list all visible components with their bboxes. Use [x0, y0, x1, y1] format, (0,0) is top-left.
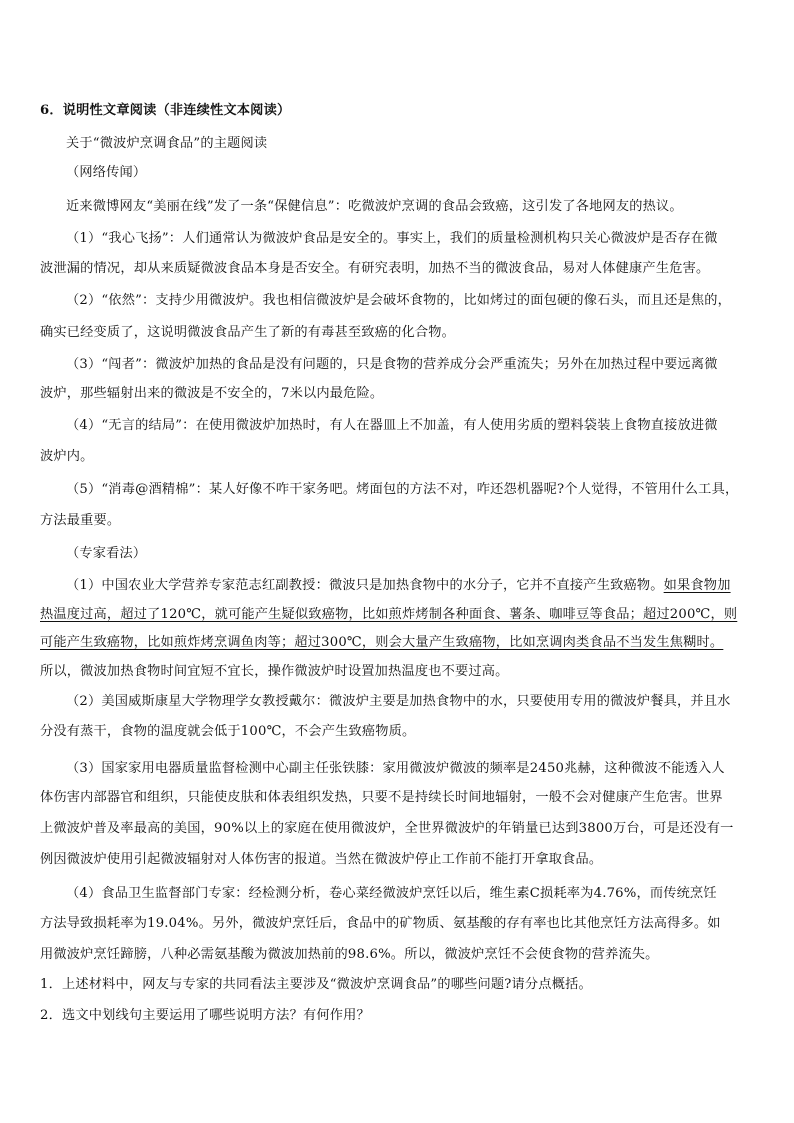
network-heading: （网络传闻）: [66, 165, 147, 180]
expert-1-line4: 所以，微波加热食物时间宜短不宜长，操作微波炉时设置加热温度也不要过高。: [40, 664, 509, 679]
expert-1-line1: [66, 575, 766, 597]
question-1: 1．上述材料中，网友与专家的共同看法主要涉及“微波炉烹调食品”的哪些问题?请分点概括。: [40, 977, 592, 992]
network-p3-line2: 波炉，那些辐射出来的微波是不安全的，7米以内最危险。: [40, 386, 384, 401]
expert-2-line1: （2）美国威斯康星大学物理学女教授戴尔：微波炉主要是加热食物中的水，只要使用专用的微波炉餐具，并且水: [66, 694, 731, 709]
network-intro: 近来微博网友“美丽在线”发了一条“保健信息”：吃微波炉烹调的食品会致癌，这引发了各地网友的热议。: [66, 199, 683, 214]
expert-1-line1-plain: （1）中国农业大学营养专家范志红副教授：微波只是加热食物中的水分子，它并不直接产生致癌物。: [66, 578, 664, 593]
underlined-sentence-start: 如果食物加: [663, 578, 731, 593]
underlined-sentence-line3: 可能产生致癌物，比如煎炸烤烹调鱼肉等；超过300℃，则会大量产生致癌物，比如烹调肉类食品不当发生焦糊时。: [40, 635, 724, 650]
expert-3-line3: 上微波炉普及率最高的美国，90%以上的家庭在使用微波炉，全世界微波炉的年销量已达到3800万台，可是还没有一: [40, 821, 734, 836]
expert-4-line2: 方法导致损耗率为19.04%。另外，微波炉烹饪后，食品中的矿物质、氨基酸的存有率也比其他烹饪方法高得多。如: [40, 916, 721, 931]
expert-4-line1: （4）食品卫生监督部门专家：经检测分析，卷心菜经微波炉烹饪以后，维生素C损耗率为4.76%，而传统烹饪: [66, 886, 717, 901]
underlined-sentence-line2: 热温度过高，超过了120℃，就可能产生疑似致癌物，比如煎炸烤制各种面食、薯条、咖啡豆等食品；超过200℃，则: [40, 607, 738, 622]
network-p4-line1: （4）“无言的结局”：在使用微波炉加热时，有人在器皿上不加盖，有人使用劣质的塑料袋装上食物直接放进微: [66, 418, 718, 433]
expert-4-line3: 用微波炉烹饪蹄膀，八种必需氨基酸为微波加热前的98.6%。所以，微波炉烹饪不会使食物的营养流失。: [40, 947, 659, 962]
network-p5-line2: 方法最重要。: [40, 513, 121, 528]
section-title: 6．说明性文章阅读（非连续性文本阅读）: [40, 103, 291, 118]
network-p3-line1: （3）“闯者”：微波炉加热的食品是没有问题的，只是食物的营养成分会严重流失；另外在加热过程中要远离微: [66, 357, 718, 372]
expert-heading: （专家看法）: [66, 546, 147, 561]
network-p2-line1: （2）“依然”：支持少用微波炉。我也相信微波炉是会破坏食物的，比如烤过的面包硬的像石头，而且还是焦的，: [66, 293, 732, 308]
network-p5-line1: （5）“消毒@酒精棉”：某人好像不咋干家务吧。烤面包的方法不对，咋还怨机器呢?个人觉得，不管用什么工具，: [66, 482, 739, 497]
network-p1-line1: （1）“我心飞扬”：人们通常认为微波炉食品是安全的。事实上，我们的质量检测机构只关心微波炉是否存在微: [66, 231, 718, 246]
expert-3-line4: 例因微波炉使用引起微波辐射对人体伤害的报道。当然在微波炉停止工作前不能打开拿取食品。: [40, 852, 603, 867]
network-p1-line2: 波泄漏的情况，却从来质疑微波食品本身是否安全。有研究表明，加热不当的微波食品，易对人体健康产生危害。: [40, 261, 710, 276]
network-p2-line2: 确实已经变质了，这说明微波食品产生了新的有毒甚至致癌的化合物。: [40, 325, 456, 340]
expert-3-line1: （3）国家家用电器质量监督检测中心副主任张铁膝：家用微波炉微波的频率是2450兆赫，这种微波不能透入人: [66, 761, 725, 776]
network-p4-line2: 波炉内。: [40, 449, 94, 464]
topic-title: 关于“微波炉烹调食品”的主题阅读: [66, 136, 268, 151]
expert-2-line2: 分没有蒸干，食物的温度就会低于100℃，不会产生致癌物质。: [40, 724, 416, 739]
expert-3-line2: 体伤害内部器官和组织，只能使皮肤和体表组织发热，只要不是持续长时间地辐射，一般不会对健康产生危害。世界: [40, 790, 723, 805]
question-2: 2．选文中划线句主要运用了哪些说明方法？有何作用？: [40, 1008, 370, 1023]
